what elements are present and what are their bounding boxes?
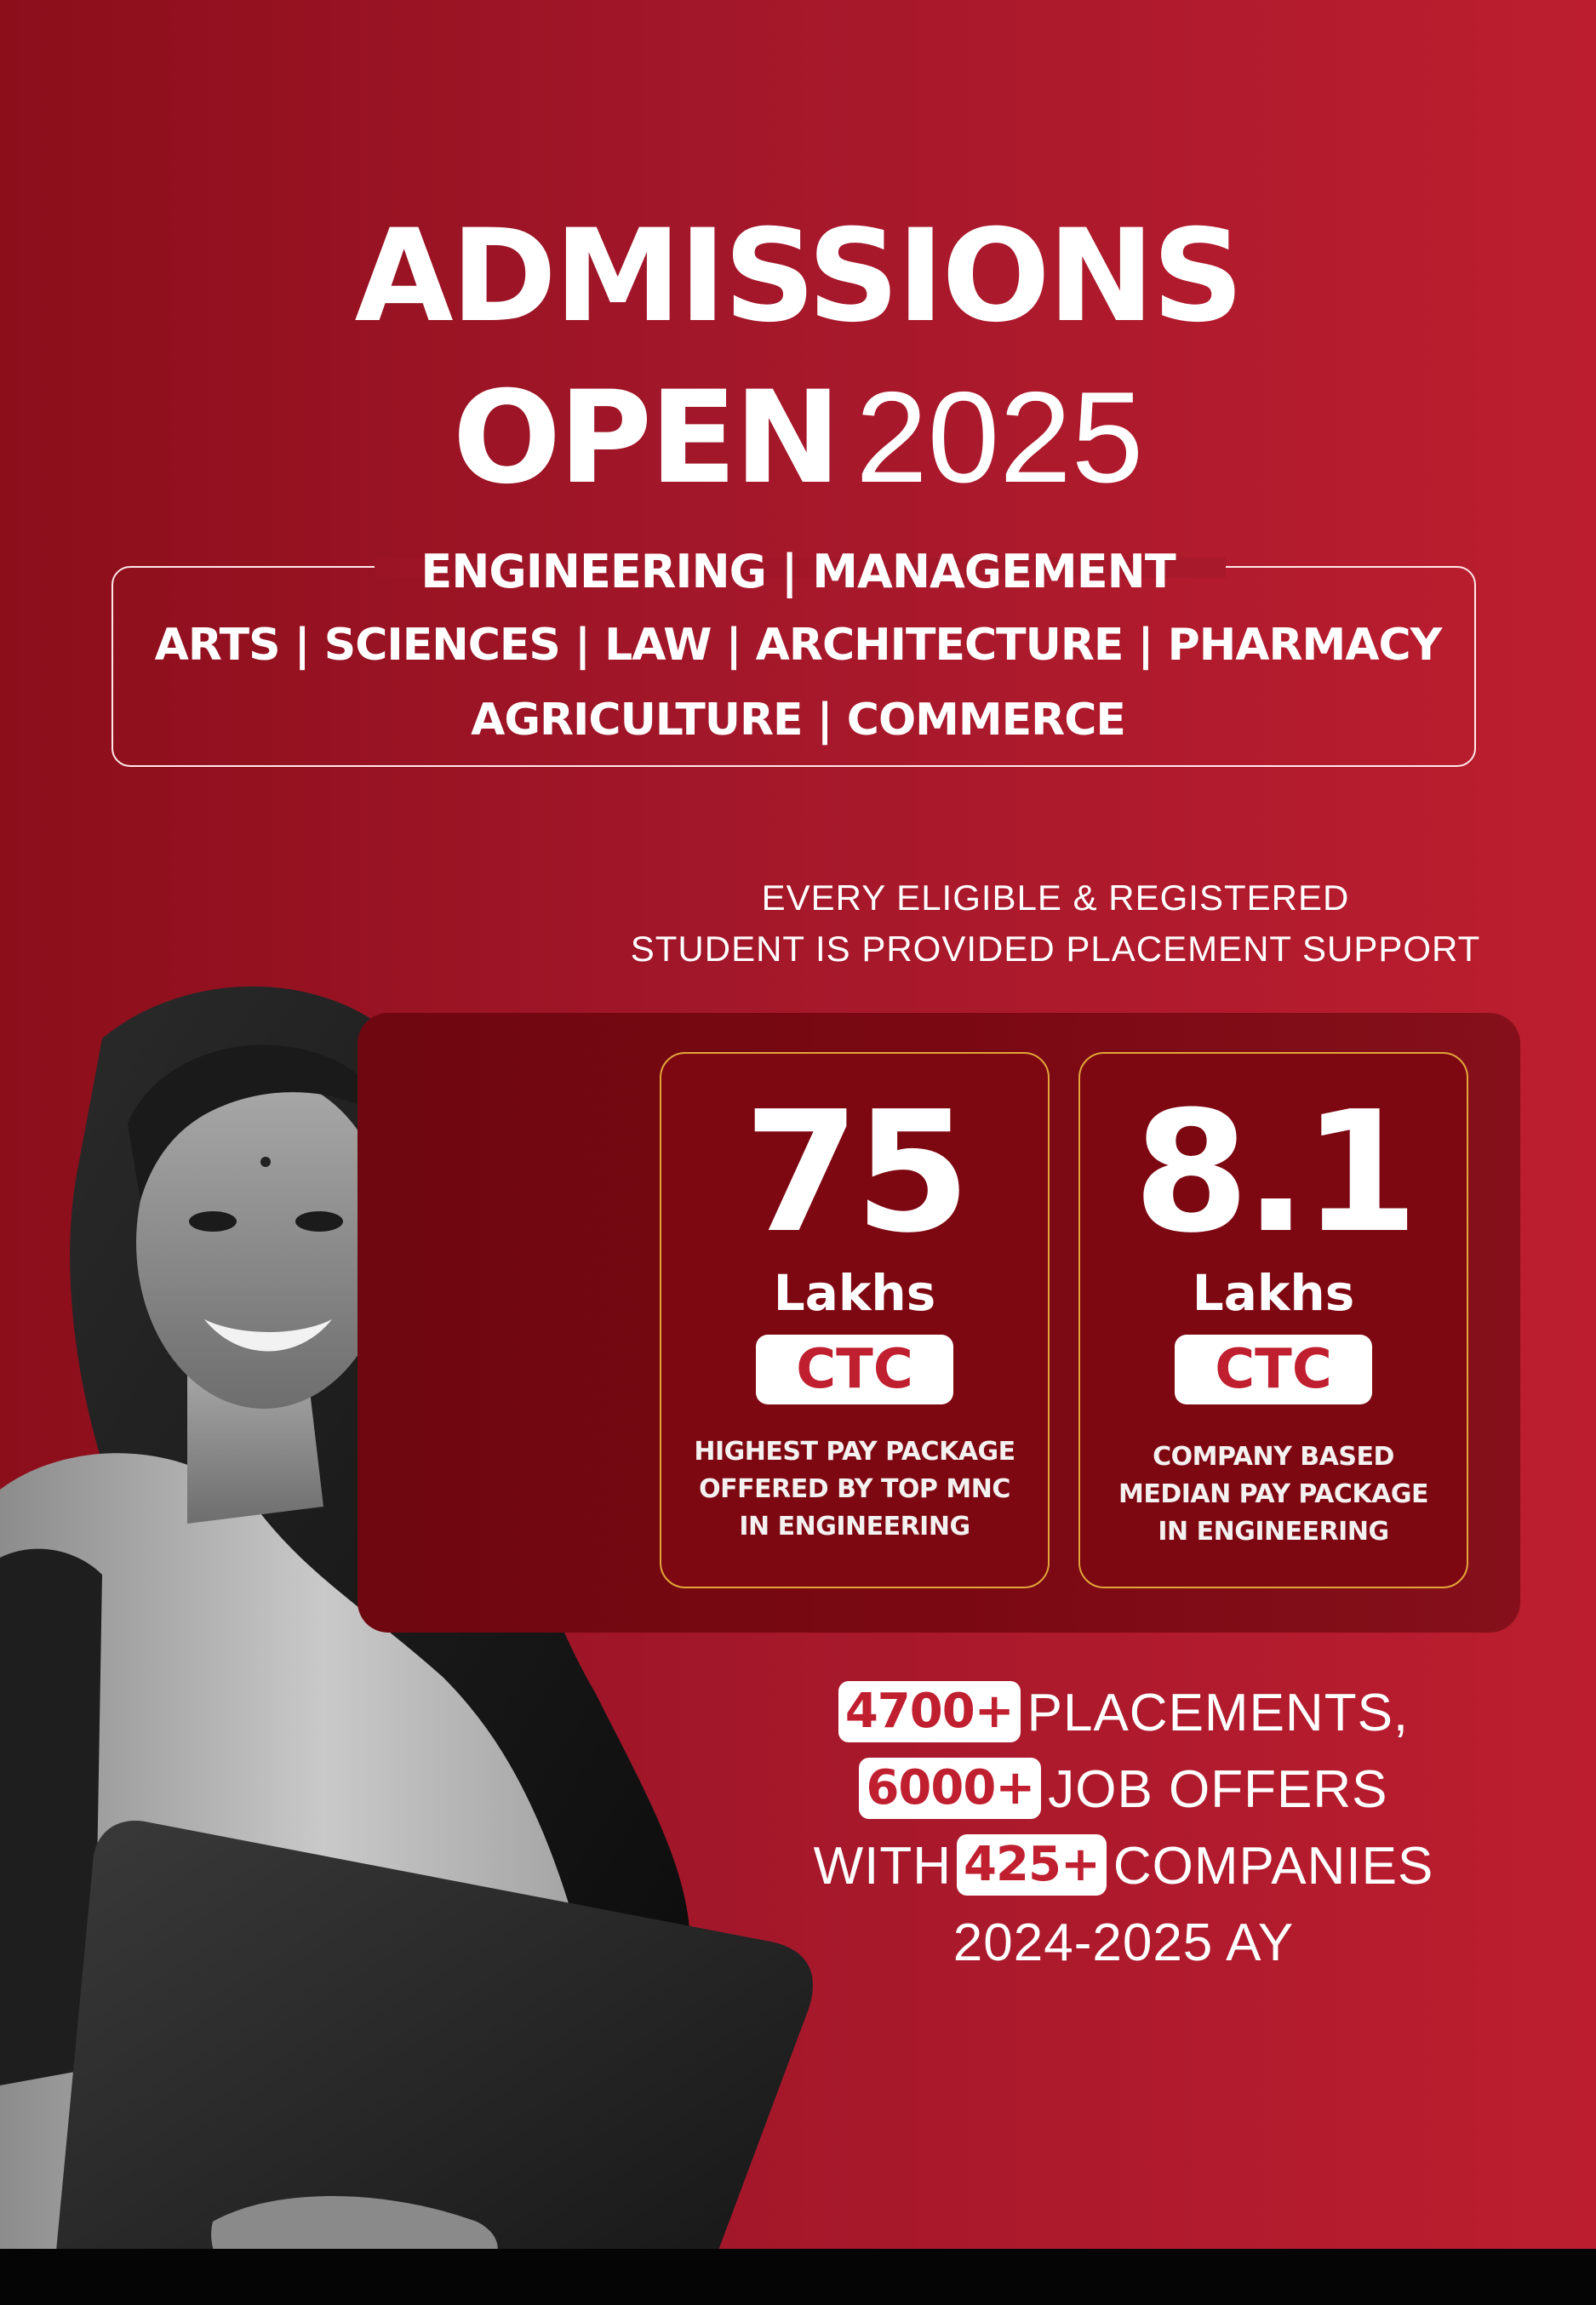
bottom-strip	[0, 2249, 1596, 2305]
companies-label: COMPANIES	[1113, 1837, 1434, 1896]
stat-unit: Lakhs	[1192, 1264, 1355, 1322]
headline-open: OPEN	[452, 364, 839, 512]
stat-card-median-package	[1078, 1052, 1468, 1588]
stat-desc-line: OFFERED BY TOP MNC	[699, 1474, 1010, 1504]
headline-year: 2025	[855, 365, 1144, 510]
ctc-badge: CTC	[756, 1335, 953, 1404]
academic-year: 2024-2025 AY	[952, 1913, 1295, 1972]
companies-row	[749, 1828, 1498, 1905]
support-line-2: STUDENT IS PROVIDED PLACEMENT SUPPORT	[630, 929, 1481, 969]
stat-description	[661, 1433, 1048, 1546]
placement-support-text	[613, 872, 1498, 975]
stat-desc-line: HIGHEST PAY PACKAGE	[694, 1437, 1015, 1467]
courses-line-3: AGRICULTURE | COMMERCE	[471, 695, 1125, 746]
stat-value: 8.1	[1133, 1076, 1414, 1270]
stat-desc-line: COMPANY BASED	[1153, 1442, 1394, 1472]
stat-card-highest-package	[660, 1052, 1050, 1588]
courses-title-text: ENGINEERING | MANAGEMENT	[420, 545, 1176, 598]
placement-statistics	[749, 1675, 1498, 1982]
stat-desc-line: IN ENGINEERING	[739, 1512, 970, 1541]
stat-desc-line: MEDIAN PAY PACKAGE	[1118, 1479, 1428, 1509]
job-offers-row	[749, 1752, 1498, 1828]
headline	[0, 203, 1596, 512]
job-offers-count-badge: 6000+	[859, 1758, 1041, 1819]
stat-description	[1080, 1438, 1467, 1551]
stat-unit: Lakhs	[773, 1264, 936, 1322]
stat-value: 75	[743, 1076, 966, 1270]
support-line-1: EVERY ELIGIBLE & REGISTERED	[761, 878, 1350, 918]
stat-desc-line: IN ENGINEERING	[1158, 1517, 1389, 1547]
headline-open-line	[0, 364, 1596, 512]
companies-count-badge: 425+	[957, 1834, 1107, 1896]
ctc-badge: CTC	[1175, 1335, 1372, 1404]
placements-row	[749, 1675, 1498, 1752]
companies-prefix: WITH	[813, 1837, 952, 1896]
courses-title	[0, 545, 1596, 598]
courses-line-2: ARTS | SCIENCES | LAW | ARCHITECTURE | PHARMACY	[154, 620, 1442, 671]
placements-count-badge: 4700+	[838, 1681, 1021, 1742]
job-offers-label: JOB OFFERS	[1048, 1760, 1388, 1819]
headline-admissions: ADMISSIONS	[354, 203, 1242, 351]
placements-label: PLACEMENTS,	[1027, 1684, 1410, 1742]
